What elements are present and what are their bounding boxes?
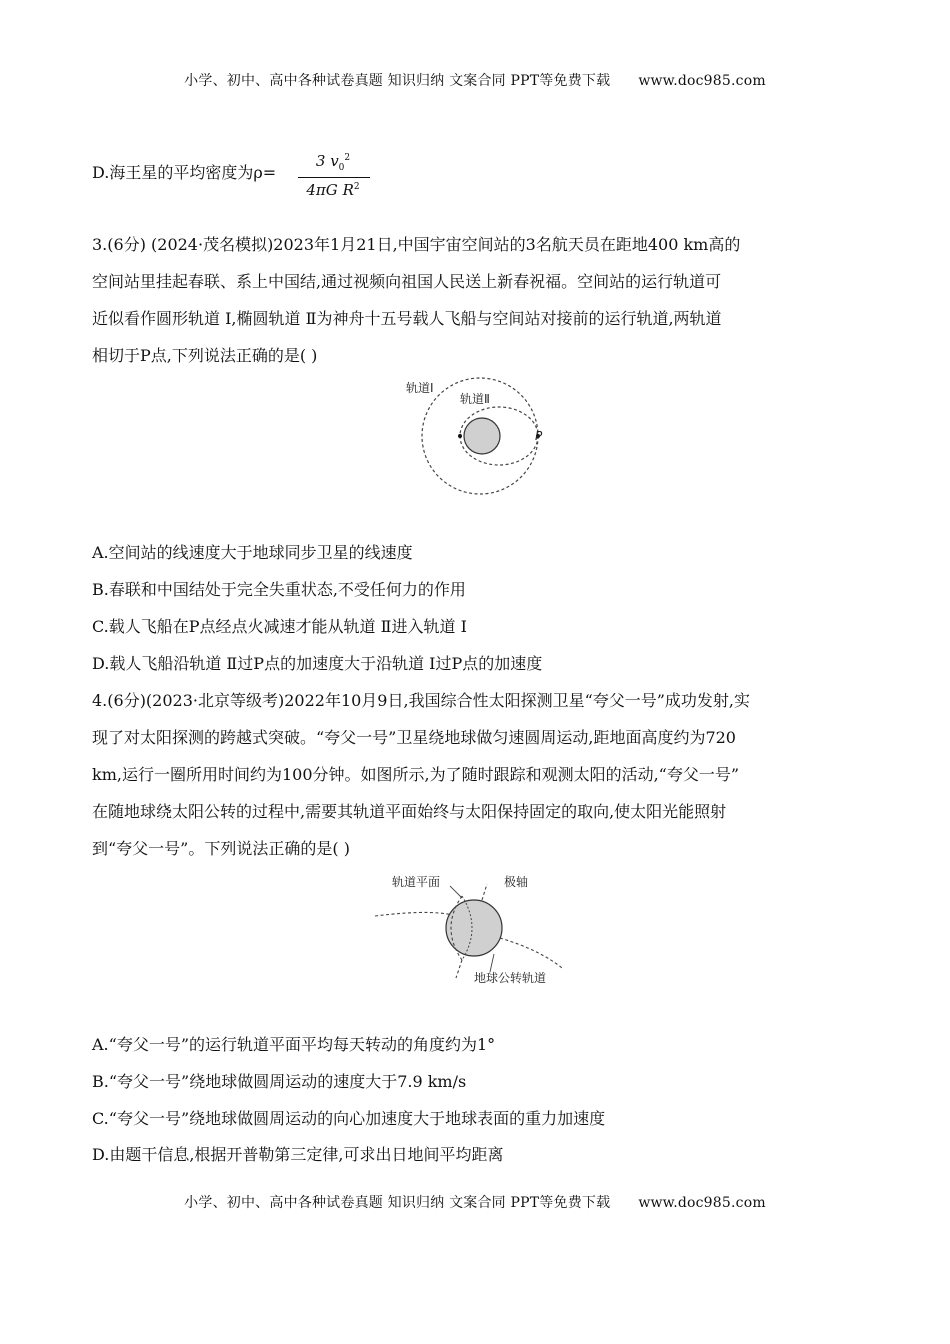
revolution-orbit-curve-right [500,938,562,968]
orbit-1-label: 轨道Ⅰ [406,381,434,395]
orbit-plane-label: 轨道平面 [392,875,441,889]
orbit-2-label: 轨道Ⅱ [460,392,490,406]
q4-line-1: 4.(6分)(2023·北京等级考)2022年10月9日,我国综合性太阳探测卫星“夸父一号”成功发射,实 [92,691,751,710]
q4-option-d: D.由题干信息,根据开普勒第三定律,可求出日地间平均距离 [92,1145,504,1164]
revolution-leader [490,954,494,972]
num-sub: 0 [338,163,345,173]
footer-site[interactable]: www.doc985.com [638,1195,766,1211]
q4-line-5: 到“夸父一号”。下列说法正确的是( ) [92,839,350,858]
density-fraction [292,150,374,206]
q3-line-3: 近似看作圆形轨道 Ⅰ,椭圆轨道 Ⅱ为神舟十五号载人飞船与空间站对接前的运行轨道,两轨道 [92,309,722,328]
page-header [0,70,950,90]
sun-earth-figure [370,868,590,990]
orbit-figure [400,372,560,524]
header-site[interactable]: www.doc985.com [638,73,766,89]
num-coef: 3 [315,152,326,170]
option-d-prev-text: D.海王星的平均密度为ρ= [92,163,277,182]
polar-axis-bottom [456,960,462,978]
num-sup: 2 [344,153,351,163]
earth-sphere [446,900,502,956]
point-left-dot [458,434,462,438]
revolution-orbit-label: 地球公转轨道 [474,971,547,985]
header-text: 小学、初中、高中各种试卷真题 知识归纳 文案合同 PPT等免费下载 [184,73,611,89]
page-footer [0,1192,950,1212]
earth-circle [464,418,500,454]
q3-line-1: 3.(6分) (2024·茂名模拟)2023年1月21日,中国宇宙空间站的3名航天员在距地400 km高的 [92,235,741,254]
num-var: v [330,152,339,170]
q3-option-a: A.空间站的线速度大于地球同步卫星的线速度 [92,543,413,562]
fraction-numerator [292,152,374,173]
polar-axis-label: 极轴 [504,875,529,889]
footer-text: 小学、初中、高中各种试卷真题 知识归纳 文案合同 PPT等免费下载 [184,1195,611,1211]
den-text: 4πG [306,181,338,199]
orbit-plane-leader [450,886,462,898]
point-p-label: P [535,429,543,443]
q3-option-c: C.载人飞船在P点经点火减速才能从轨道 Ⅱ进入轨道 Ⅰ [92,617,467,636]
q4-option-b: B.“夸父一号”绕地球做圆周运动的速度大于7.9 km/s [92,1072,467,1091]
q4-line-2: 现了对太阳探测的跨越式突破。“夸父一号”卫星绕地球做匀速圆周运动,距地面高度约为720 [92,728,736,747]
q3-option-d: D.载人飞船沿轨道 Ⅱ过P点的加速度大于沿轨道 Ⅰ过P点的加速度 [92,654,543,673]
den-var: R [342,181,354,199]
fraction-denominator [292,181,374,199]
q4-option-a: A.“夸父一号”的运行轨道平面平均每天转动的角度约为1° [92,1035,496,1054]
q3-option-b: B.春联和中国结处于完全失重状态,不受任何力的作用 [92,580,466,599]
polar-axis-top [482,884,487,900]
den-sup: 2 [353,182,360,192]
q3-line-4: 相切于P点,下列说法正确的是( ) [92,346,318,365]
q4-line-4: 在随地球绕太阳公转的过程中,需要其轨道平面始终与太阳保持固定的取向,使太阳光能照射 [92,802,727,821]
q3-line-2: 空间站里挂起春联、系上中国结,通过视频向祖国人民送上新春祝福。空间站的运行轨道可 [92,272,722,291]
q4-option-c: C.“夸父一号”绕地球做圆周运动的向心加速度大于地球表面的重力加速度 [92,1109,606,1128]
q4-line-3: km,运行一圈所用时间约为100分钟。如图所示,为了随时跟踪和观测太阳的活动,“夸父一号” [92,765,740,784]
fraction-bar [298,177,370,178]
option-d-prev [92,160,276,183]
